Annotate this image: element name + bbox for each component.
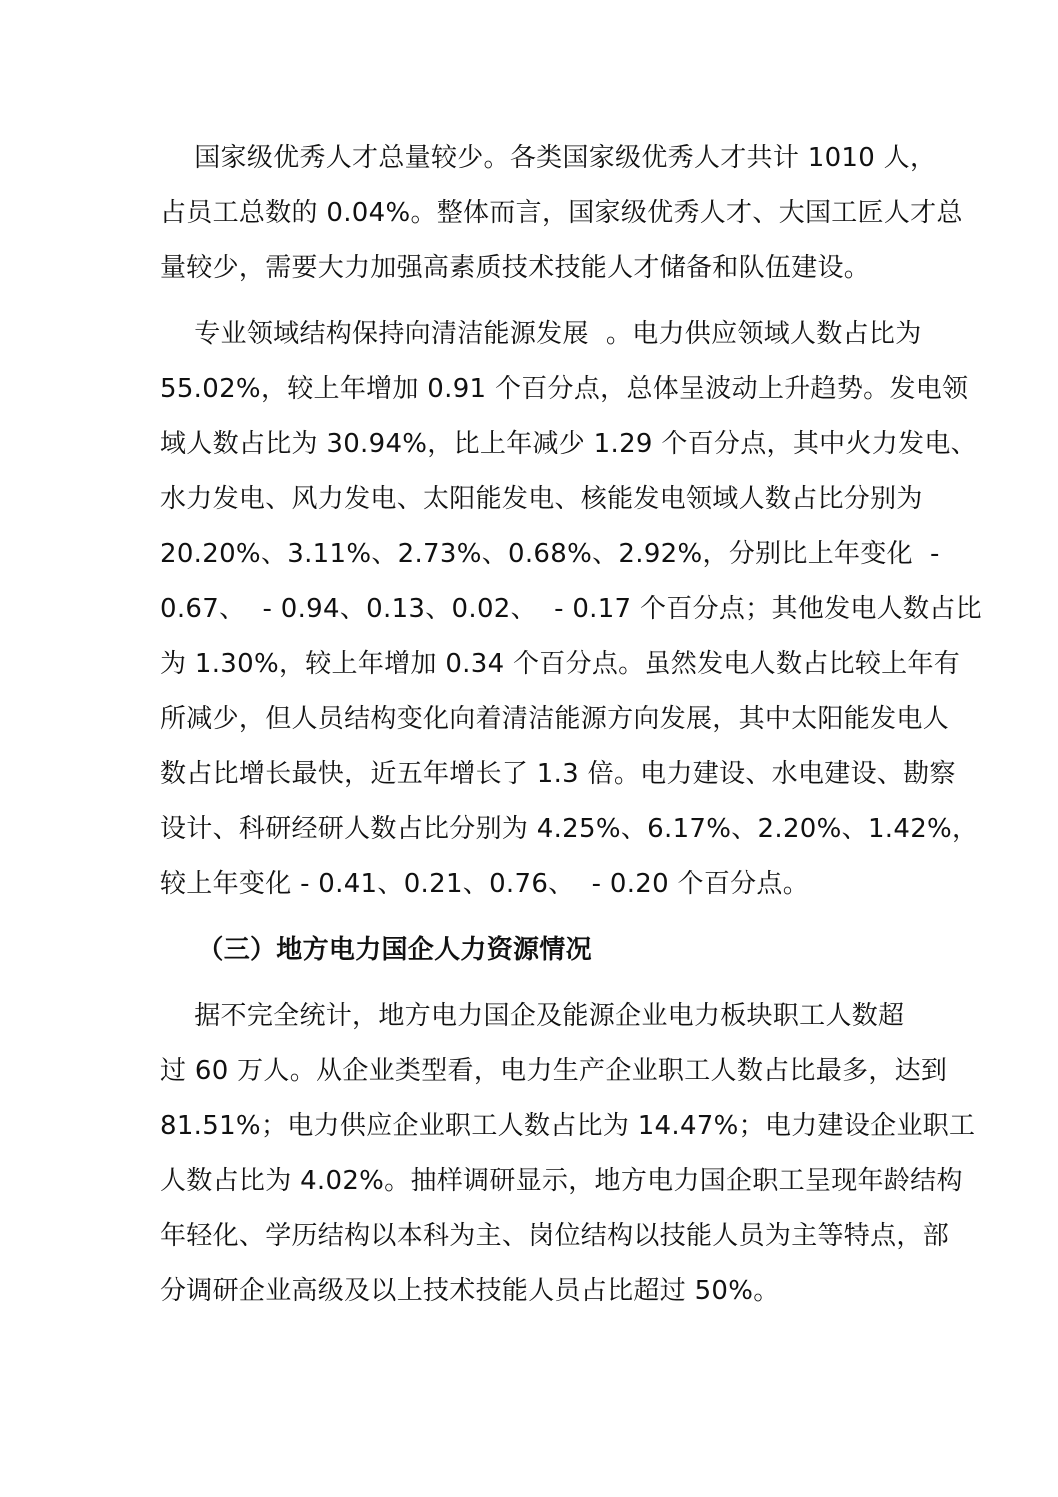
text-line: 人数占比为 4.02%。抽样调研显示，地方电力国企职工呈现年龄结构 [160,1166,963,1196]
text-line: 年轻化、学历结构以本科为主、岗位结构以技能人员为主等特点，部 [160,1221,950,1251]
text-line: 专业领域结构保持向清洁能源发展 。电力供应领域人数占比为 [160,319,922,349]
text-line: 为 1.30%，较上年增加 0.34 个百分点。虽然发电人数占比较上年有 [160,649,961,679]
text-line: 20.20%、3.11%、2.73%、0.68%、2.92%，分别比上年变化 - [160,539,940,569]
text-line: 域人数占比为 30.94%，比上年减少 1.29 个百分点，其中火力发电、 [160,429,977,459]
text-line: 量较少，需要大力加强高素质技术技能人才储备和队伍建设。 [160,253,871,283]
text-line: 水力发电、风力发电、太阳能发电、核能发电领域人数占比分别为 [160,484,923,514]
text-line: 所减少，但人员结构变化向着清洁能源方向发展，其中太阳能发电人 [160,704,950,734]
text-line: 国家级优秀人才总量较少。各类国家级优秀人才共计 1010 人， [160,143,937,173]
text-line: 据不完全统计，地方电力国企及能源企业电力板块职工人数超 [160,1001,905,1031]
text-line: 81.51%；电力供应企业职工人数占比为 14.47%；电力建设企业职工 [160,1111,976,1141]
text-line: 设计、科研经研人数占比分别为 4.25%、6.17%、2.20%、1.42%， [160,814,979,844]
text-line: 数占比增长最快，近五年增长了 1.3 倍。电力建设、水电建设、勘察 [160,759,956,789]
text-line: 过 60 万人。从企业类型看，电力生产企业职工人数占比最多，达到 [160,1056,948,1086]
text-line: 0.67、 - 0.94、0.13、0.02、 - 0.17 个百分点；其他发电人数占比 [160,594,982,624]
text-line: 55.02%，较上年增加 0.91 个百分点，总体呈波动上升趋势。发电领 [160,374,969,404]
text-line: 占员工总数的 0.04%。整体而言，国家级优秀人才、大国工匠人才总 [160,198,963,228]
text-line: 分调研企业高级及以上技术技能人员占比超过 50%。 [160,1276,780,1306]
section-heading: （三）地方电力国企人力资源情况 [160,935,592,965]
text-line: 较上年变化 - 0.41、0.21、0.76、 - 0.20 个百分点。 [160,869,810,899]
